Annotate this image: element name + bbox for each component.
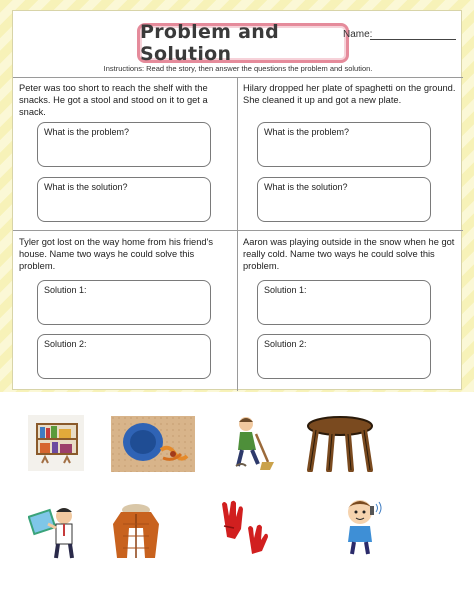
spilled-spaghetti-plate-icon[interactable] [111,416,195,472]
person-sweeping-icon[interactable] [226,414,276,472]
divider [13,230,463,231]
solution-2-box[interactable]: Solution 2: [257,334,431,379]
story-hilary: Hilary dropped her plate of spaghetti on the ground. She cleaned it up and got a new plate. [243,83,456,105]
boy-on-phone-icon[interactable] [336,496,384,556]
instructions-text: Instructions: Read the story, then answer the questions the problem and solution. [103,64,373,73]
solution-box[interactable]: What is the solution? [257,177,431,222]
problem-box[interactable]: What is the problem? [257,122,431,167]
story-tyler: Tyler got lost on the way home from his friend's house. Name two ways he could solve this problem. [19,237,213,271]
name-label: Name: [343,29,373,40]
bookshelf-with-snacks-icon[interactable] [28,415,84,471]
solution-1-box[interactable]: Solution 1: [257,280,431,325]
man-with-map-icon[interactable] [28,502,84,560]
worksheet-title: Problem and Solution [140,21,280,65]
name-field-line[interactable] [370,39,456,40]
solution-1-box[interactable]: Solution 1: [37,280,211,325]
wooden-stool-icon[interactable] [304,416,376,472]
divider [13,77,463,78]
red-gloves-icon[interactable] [218,498,270,556]
solution-box[interactable]: What is the solution? [37,177,211,222]
divider [237,77,238,391]
story-peter: Peter was too short to reach the shelf with the snacks. He got a stool and stood on it to get a snack. [19,83,208,117]
worksheet [12,10,462,390]
solution-2-box[interactable]: Solution 2: [37,334,211,379]
title-banner [137,23,349,63]
story-aaron: Aaron was playing outside in the snow when he got really cold. Name two ways he could solve this problem. [243,237,455,271]
winter-coat-icon[interactable] [111,502,161,560]
problem-box[interactable]: What is the problem? [37,122,211,167]
